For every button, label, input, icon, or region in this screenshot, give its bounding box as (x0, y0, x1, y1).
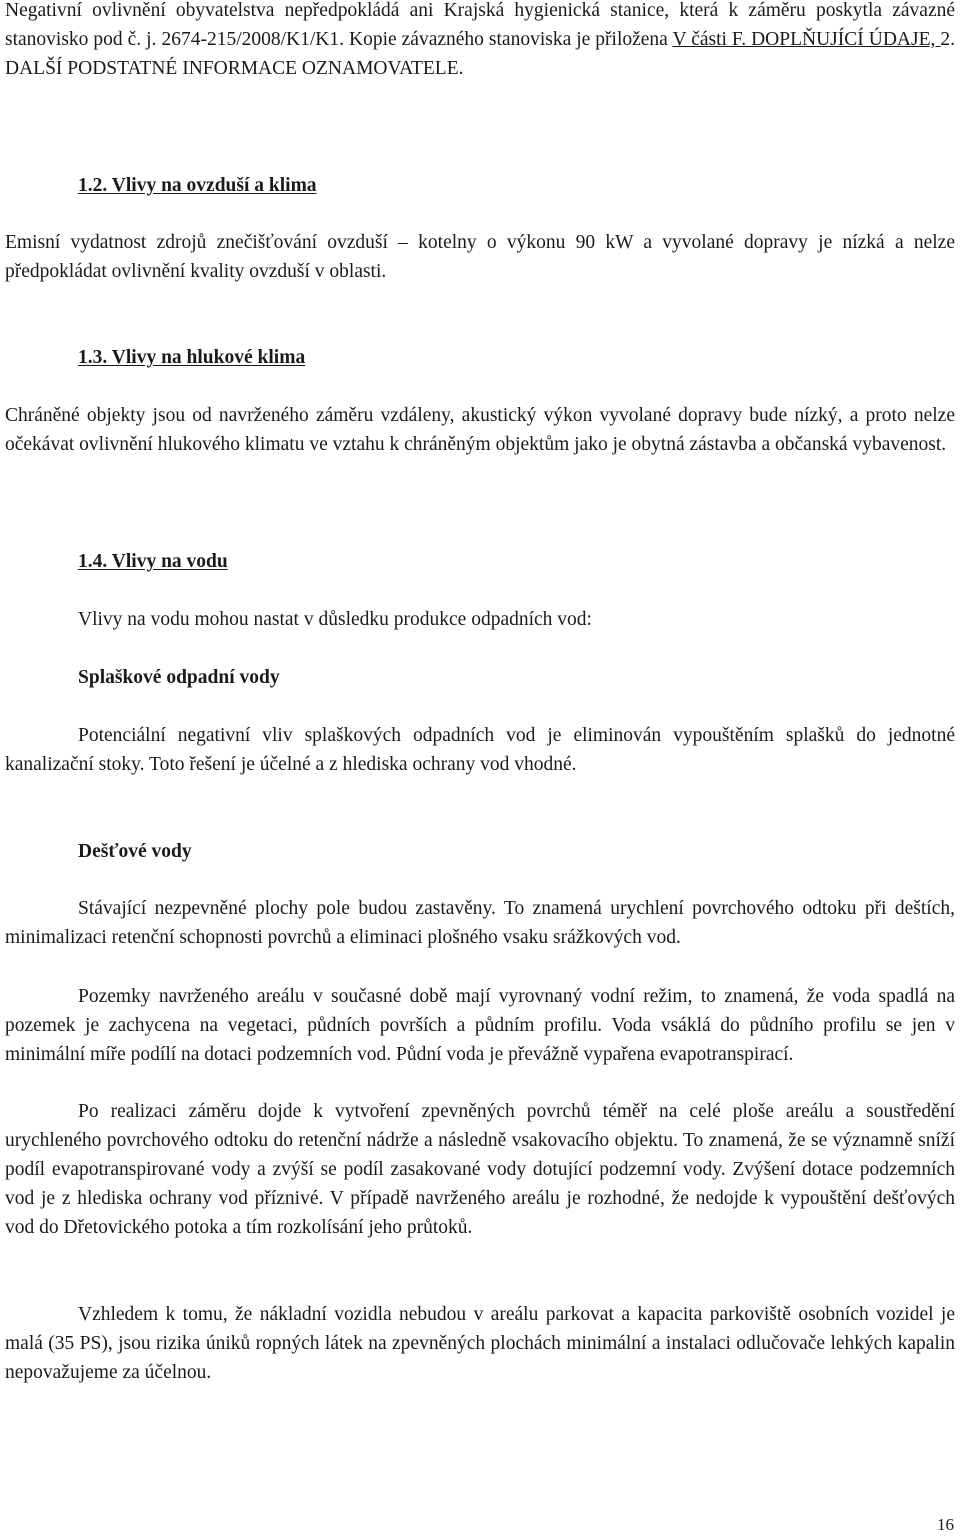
page-number: 16 (937, 1515, 954, 1534)
paragraph-rainwater-2: Pozemky navrženého areálu v současné době mají vyrovnaný vodní režim, to znamená, že voda spadlá na pozemek je zachycena na vegetaci, půdních površích a půdním profilu. Voda vsáklá do půdního profilu se jen v minimální míře podílí na dotaci podzemních vod. Půdní voda je převážně vypařena evapotranspirací. (5, 986, 955, 1065)
paragraph-rainwater-3: Po realizaci záměru dojde k vytvoření zpevněných povrchů téměř na celé ploše areálu a soustředění urychleného povrchového odtoku do retenční nádrže a následně vsakovacího objektu. To znamená, že se významně sníží podíl evapotranspirované vody a zvýší se podíl zasakované vody dotující podzemní vody. Zvýšení dotace podzemních vod je z hlediska ochrany vod příznivé. V případě navrženého areálu je rozhodné, že nedojde k vypouštění dešťových vod do Dřetovického potoka a tím rozkolísání jeho průtoků. (5, 1101, 955, 1238)
intro-paragraph (5, 0, 955, 83)
paragraph-1-2: Emisní vydatnost zdrojů znečišťování ovzduší – kotelny o výkonu 90 kW a vyvolané dopravy je nízká a nelze předpokládat ovlivnění kvality ovzduší v oblasti. (5, 232, 955, 282)
intro-text-end: 2. DALŠÍ PODSTATNÉ INFORMACE OZNAMOVATELE. (5, 29, 955, 79)
intro-text: Negativní ovlivnění obyvatelstva nepředpokládá ani Krajská hygienická stanice, která k záměru poskytla závazné stanovisko pod č. j. 2674-215/2008/K1/K1. Kopie závazného stanoviska je přiložena (5, 0, 955, 50)
heading-1-3: 1.3. Vlivy na hlukové klima (78, 347, 306, 368)
paragraph-rainwater-1: Stávající nezpevněné plochy pole budou zastavěny. To znamená urychlení povrchového odtoku při deštích, minimalizaci retenční schopnosti povrchů a eliminaci plošného vsaku srážkových vod. (5, 898, 955, 948)
subheading-rainwater: Dešťové vody (78, 841, 192, 862)
heading-1-4: 1.4. Vlivy na vodu (78, 551, 228, 572)
paragraph-1-3: Chráněné objekty jsou od navrženého záměru vzdáleny, akustický výkon vyvolané dopravy bude nízký, a proto nelze očekávat ovlivnění hlukového klimatu ve vztahu k chráněným objektům jako je obytná zástavba a občanská vybavenost. (5, 405, 955, 455)
section-f-link[interactable]: V části F. DOPLŇUJÍCÍ ÚDAJE, (672, 29, 941, 50)
paragraph-wastewater: Potenciální negativní vliv splaškových odpadních vod je eliminován vypouštěním splašků do jednotné kanalizační stoky. Toto řešení je účelné a z hlediska ochrany vod vhodné. (5, 725, 955, 775)
paragraph-1-4-intro: Vlivy na vodu mohou nastat v důsledku produkce odpadních vod: (78, 609, 592, 630)
heading-1-2: 1.2. Vlivy na ovzduší a klima (78, 175, 317, 196)
subheading-wastewater: Splaškové odpadní vody (78, 667, 280, 688)
paragraph-rainwater-4: Vzhledem k tomu, že nákladní vozidla nebudou v areálu parkovat a kapacita parkoviště osobních vozidel je malá (35 PS), jsou rizika úniků ropných látek na zpevněných plochách minimální a instalaci odlučovače lehkých kapalin nepovažujeme za účelnou. (5, 1304, 955, 1383)
